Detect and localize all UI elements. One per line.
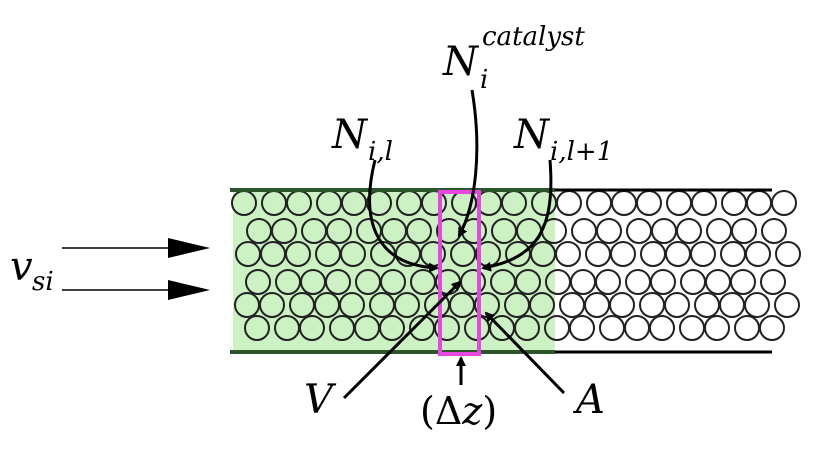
catalyst-particle [560,293,584,317]
catalyst-particle [667,191,691,215]
catalyst-particle [721,242,745,266]
catalyst-particle [637,191,661,215]
catalyst-particle [722,191,746,215]
catalyst-particle [641,242,665,266]
catalyst-particle [735,316,759,340]
catalyst-particle [572,219,596,243]
label-area: A [576,377,605,423]
label-n-il1-sub: i,l+1 [550,137,614,167]
catalyst-particle [775,293,799,317]
catalyst-particle [692,191,716,215]
catalyst-particle [586,242,610,266]
label-n-il1: N [514,112,549,158]
catalyst-particle [695,293,719,317]
label-n-catalyst: N [443,39,478,85]
catalyst-particle [707,219,731,243]
catalyst-particle [776,242,800,266]
catalyst-particle [665,293,689,317]
catalyst-particle [626,270,650,294]
label-n-catalyst-sup: catalyst [482,22,585,52]
catalyst-particle [760,316,784,340]
catalyst-particle [681,270,705,294]
catalyst-particle [627,219,651,243]
catalyst-particle [720,293,744,317]
catalyst-particle [651,270,675,294]
catalyst-particle [747,191,771,215]
catalyst-particle [557,191,581,215]
catalyst-particle [587,191,611,215]
catalyst-particle [731,270,755,294]
catalyst-particle [596,270,620,294]
catalyst-particle [732,219,756,243]
catalyst-particle [705,316,729,340]
catalyst-particle [612,191,636,215]
catalyst-particle [650,316,674,340]
label-volume: V [304,377,333,423]
catalyst-particle [677,219,701,243]
catalyst-particle [761,270,785,294]
catalyst-particle [585,293,609,317]
catalyst-particle [597,219,621,243]
catalyst-particle [571,270,595,294]
catalyst-particle [625,316,649,340]
catalyst-particle [706,270,730,294]
catalyst-particle [680,316,704,340]
label-vsi-sub: si [32,267,54,297]
catalyst-particle [691,242,715,266]
inlet-arrowhead-upper [168,238,210,258]
label-n-catalyst-sub: i [480,65,489,95]
catalyst-particle [640,293,664,317]
label-dz: (Δz) [420,389,498,433]
label-n-il-sub: i,l [368,137,393,167]
label-vsi: v [10,244,33,290]
catalyst-particle [611,242,635,266]
inlet-arrowhead-lower [168,280,210,300]
catalyst-particle [610,293,634,317]
catalyst-particle [570,316,594,340]
catalyst-particle [600,316,624,340]
catalyst-particle [652,219,676,243]
catalyst-particle [745,293,769,317]
catalyst-particle [556,242,580,266]
catalyst-particle [666,242,690,266]
catalyst-particle [746,242,770,266]
label-n-il: N [332,112,367,158]
catalyst-particle [772,191,796,215]
catalyst-particle [762,219,786,243]
